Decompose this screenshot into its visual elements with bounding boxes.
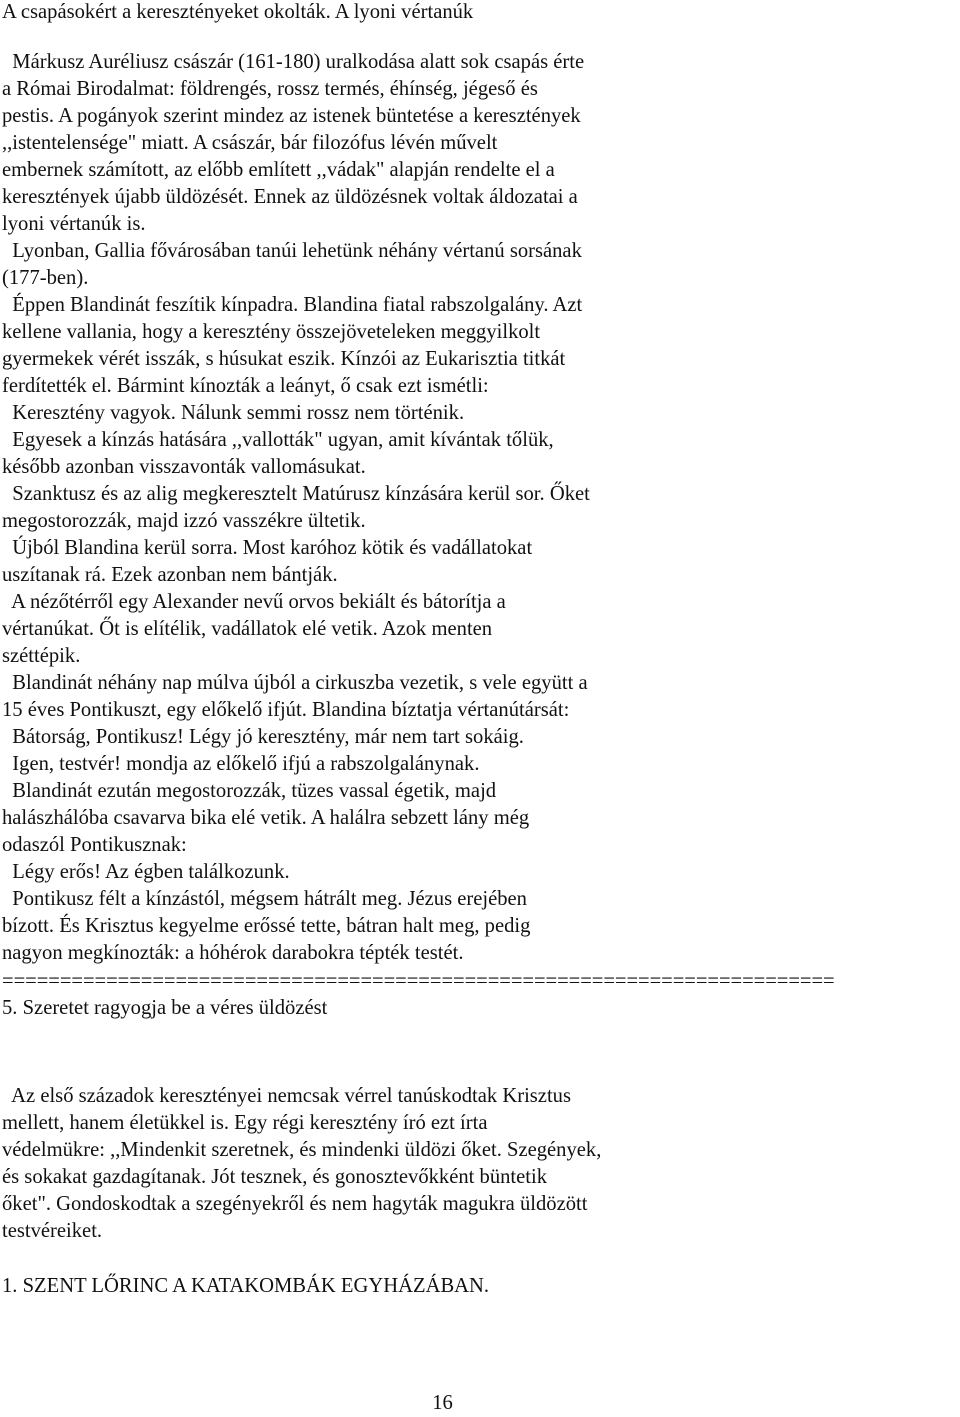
text-line: Igen, testvér! mondja az előkelő ifjú a rabszolgalánynak.: [2, 753, 480, 775]
text-line: ,,istentelensége" miatt. A császár, bár filozófus lévén művelt: [2, 132, 498, 154]
text-line: Pontikusz félt a kínzástól, mégsem hátrált meg. Jézus erejében: [2, 888, 527, 910]
page-number: 16: [432, 1392, 453, 1414]
text-line: gyermekek vérét isszák, s húsukat eszik. Kínzói az Eukarisztia titkát: [2, 348, 566, 370]
text-line: Szanktusz és az alig megkeresztelt Matúrusz kínzására kerül sor. Őket: [2, 483, 590, 505]
text-line: Újból Blandina kerül sorra. Most karóhoz kötik és vadállatokat: [2, 537, 533, 559]
text-line: Blandinát ezután megostorozzák, tüzes vassal égetik, majd: [2, 780, 497, 802]
text-line: 15 éves Pontikuszt, egy előkelő ifjút. Blandina bíztatja vértanútársát:: [2, 699, 570, 721]
text-line: Keresztény vagyok. Nálunk semmi rossz nem történik.: [2, 402, 465, 424]
text-line: kellene vallania, hogy a keresztény összejöveteleken meggyilkolt: [2, 321, 541, 343]
text-line: Márkusz Auréliusz császár (161-180) uralkodása alatt sok csapás érte: [2, 51, 585, 73]
text-line: védelmükre: ,,Mindenkit szeretnek, és mindenki üldözi őket. Szegények,: [2, 1139, 602, 1161]
text-line: vértanúkat. Őt is elítélik, vadállatok elé vetik. Azok menten: [2, 618, 493, 640]
text-line: Blandinát néhány nap múlva újból a cirkuszba vezetik, s vele együtt a: [2, 672, 588, 694]
text-line: Az első századok keresztényei nemcsak vérrel tanúskodtak Krisztus: [2, 1085, 571, 1107]
text-line: később azonban visszavonták vallomásukat.: [2, 456, 366, 478]
section-heading: 5. Szeretet ragyogja be a véres üldözést: [2, 997, 328, 1019]
text-line: embernek számított, az előbb említett ,,vádak" alapján rendelte el a: [2, 159, 555, 181]
text-line: odaszól Pontikusznak:: [2, 834, 187, 856]
text-line: lyoni vértanúk is.: [2, 213, 146, 235]
text-line: megostorozzák, majd izzó vasszékre ültetik.: [2, 510, 366, 532]
text-line: testvéreiket.: [2, 1220, 103, 1242]
text-line: Légy erős! Az égben találkozunk.: [2, 861, 290, 883]
text-line: Bátorság, Pontikusz! Légy jó keresztény, már nem tart sokáig.: [2, 726, 524, 748]
text-line: és sokakat gazdagítanak. Jót tesznek, és gonosztevőkként büntetik: [2, 1166, 548, 1188]
text-line: Éppen Blandinát feszítik kínpadra. Blandina fiatal rabszolgalány. Azt: [2, 294, 583, 316]
text-line: pestis. A pogányok szerint mindez az istenek büntetése a keresztények: [2, 105, 581, 127]
text-line: Egyesek a kínzás hatására ,,vallották" ugyan, amit kívántak tőlük,: [2, 429, 554, 451]
text-line: a Római Birodalmat: földrengés, rossz termés, éhínség, jégeső és: [2, 78, 538, 100]
text-line: bízott. És Krisztus kegyelme erőssé tette, bátran halt meg, pedig: [2, 915, 531, 937]
separator-line: ========================================================================: [2, 970, 835, 992]
text-line: (177-ben).: [2, 267, 89, 289]
text-line: mellett, hanem életükkel is. Egy régi keresztény író ezt írta: [2, 1112, 488, 1134]
text-line: uszítanak rá. Ezek azonban nem bántják.: [2, 564, 338, 586]
text-line: ferdítették el. Bármint kínozták a leányt, ő csak ezt ismétli:: [2, 375, 489, 397]
text-line: keresztények újabb üldözését. Ennek az üldözésnek voltak áldozatai a: [2, 186, 578, 208]
text-line: A nézőtérről egy Alexander nevű orvos bekiált és bátorítja a: [2, 591, 506, 613]
text-line: nagyon megkínozták: a hóhérok darabokra tépték testét.: [2, 942, 464, 964]
text-line: őket". Gondoskodtak a szegényekről és nem hagyták magukra üldözött: [2, 1193, 588, 1215]
chapter-heading: 1. SZENT LŐRINC A KATAKOMBÁK EGYHÁZÁBAN.: [2, 1275, 490, 1297]
text-line: halászhálóba csavarva bika elé vetik. A halálra sebzett lány még: [2, 807, 530, 829]
text-line: széttépik.: [2, 645, 81, 667]
section-title: A csapásokért a keresztényeket okolták. A lyoni vértanúk: [2, 1, 474, 23]
text-line: Lyonban, Gallia fővárosában tanúi lehetünk néhány vértanú sorsának: [2, 240, 582, 262]
